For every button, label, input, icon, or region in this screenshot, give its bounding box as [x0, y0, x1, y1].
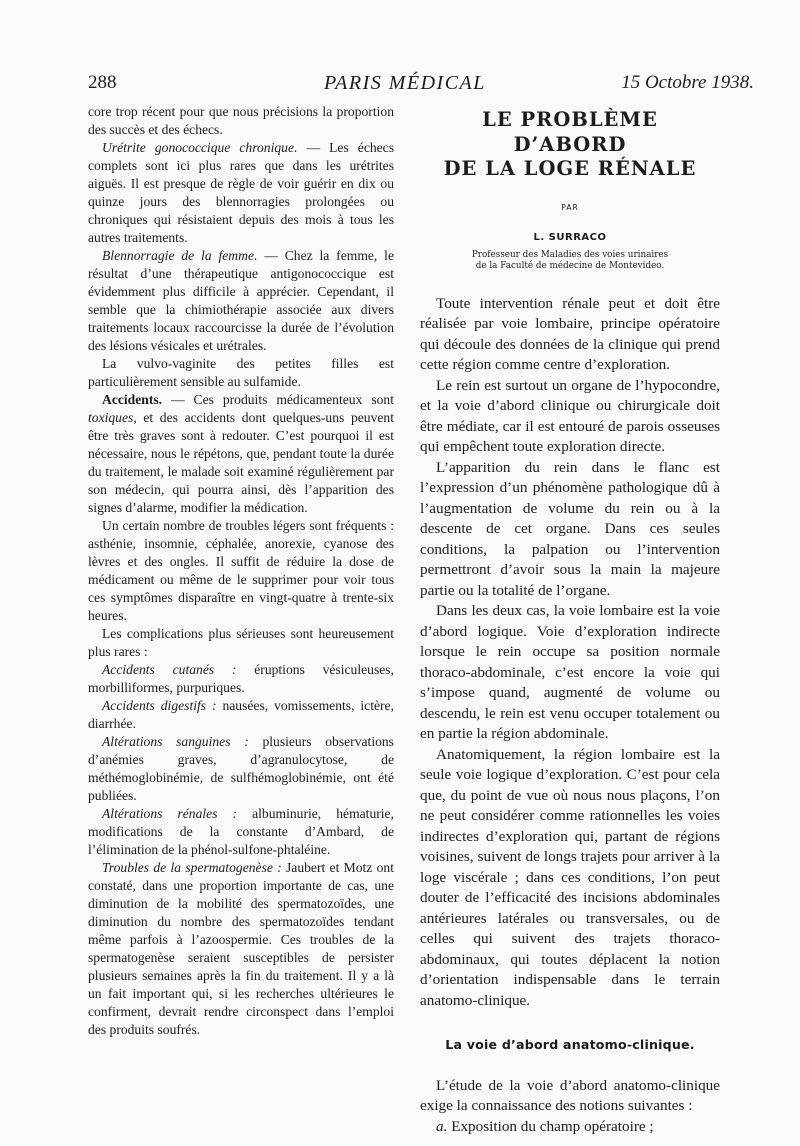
issue-date: 15 Octobre 1938. [621, 72, 754, 93]
subsection-title: Altérations rénales : [102, 806, 238, 821]
subsection-title: Troubles de la spermatogenèse : [102, 860, 282, 875]
page-header [88, 72, 754, 96]
subsection-title: Accidents digestifs : [102, 698, 217, 713]
journal-title: PARIS MÉDICAL [324, 72, 486, 94]
paragraph: Un certain nombre de troubles légers sont fréquents : asthénie, insomnie, céphalée, anorexie, cyanose des lèvres et des ongles. Il suffit de réduire la dose de médicament ou même de le supprimer pour voir tous ces symptômes disparaître en vingt-quatre à trente-six heures. [88, 518, 394, 623]
paragraph: L’étude de la voie d’abord anatomo-clinique exige la connaissance des notions suivantes : [420, 1076, 720, 1114]
paragraph: Altérations sanguines : plusieurs observations d’anémies graves, d’agranulocytose, de méthémoglobinémie, de sulfhémoglobinémie, ont été publiées. [88, 734, 394, 803]
paragraph: Accidents digestifs : nausées, vomissements, ictère, diarrhée. [88, 698, 394, 731]
paragraph: a. Exposition du champ opératoire ; [436, 1117, 654, 1135]
subsection-title: Urétrite gonococcique chronique. [102, 140, 298, 155]
paragraph: L’apparition du rein dans le flanc est l’expression d’un phénomène pathologique dû à l’augmentation de volume du rein ou à la descente de cet organe. Dans ces seules conditions, la palpation ou l’intervention permettront d’avoir sous la main la majeure partie ou la totalité de l’organe. [420, 458, 720, 599]
paragraph: La vulvo-vaginite des petites filles est particulièrement sensible au sulfamide. [88, 356, 394, 389]
author-affiliation: Professeur des Maladies des voies urinaires de la Faculté de médecine de Montevideo. [471, 249, 669, 271]
left-column [88, 103, 394, 1039]
paragraph: Accidents cutanés : éruptions vésiculeuses, morbilliformes, purpuriques. [88, 662, 394, 695]
author-name: L. SURRACO [533, 232, 607, 243]
subsection-title: Altérations sanguines : [102, 734, 249, 749]
subsection-title: Accidents cutanés : [102, 662, 237, 677]
paragraph: Accidents. — Ces produits médicamenteux sont toxiques, et des accidents dont quelques-uns peuvent être très graves sont à redouter. C’est pourquoi il est nécessaire, nous le répétons, que, pendant toute la durée du traitement, le malade soit examiné régulièrement par son médecin, qui pourra ainsi, dès l’apparition des signes d’alarme, modifier la médication. [88, 392, 394, 515]
page-number: 288 [88, 72, 117, 93]
article-title: LE PROBLÈME D’ABORD DE LA LOGE RÉNALE [443, 108, 697, 180]
paragraph: Altérations rénales : albuminurie, hématurie, modifications de la constante d’Ambard, de l’élimination de la phénol-sulfone-phtaléine. [88, 806, 394, 857]
paragraph: Blennorragie de la femme. — Chez la femme, le résultat d’une thérapeutique antigonococcique est évidemment plus difficile à apprécier. Cependant, il semble que la chimiothérapie associée aux divers traitements locaux raccourcisse la durée de l’évolution des lésions vésicales et urétrales. [88, 248, 394, 353]
byline-par: PAR [561, 202, 579, 212]
section-heading: La voie d’abord anatomo-clinique. [445, 1037, 695, 1052]
subsection-title: Blennorragie de la femme. [102, 248, 258, 263]
paragraph: Troubles de la spermatogenèse : Jaubert et Motz ont constaté, dans une proportion importante de cas, une diminution de la mobilité des spermatozoïdes, une diminution du nombre des spermatozoïdes tendant même parfois à l’azoospermie. Ces troubles de la spermatogenèse seraient susceptibles de persister plusieurs semaines après la fin du traitement. Il y a là un fait important qui, si les recherches ultérieures le confirment, devrait rendre circonspect dans l’emploi des produits soufrés. [88, 860, 394, 1037]
paragraph: Urétrite gonococcique chronique. — Les échecs complets sont ici plus rares que dans les urétrites aiguës. Il est presque de règle de voir guérir en dix ou quinze jours des blennorragies prolongées ou chroniques qui résistaient depuis des mois à tous les autres traitements. [88, 140, 395, 245]
paragraph: Dans les deux cas, la voie lombaire est la voie d’abord logique. Voie d’exploration indirecte lorsque le rein occupe sa position normale thoraco-abdominale, c’est encore la voie qui s’impose quand, augmenté de volume ou descendu, le rein est venu occuper totalement ou en partie la région abdominale. [420, 602, 720, 742]
paragraph: Le rein est surtout un organe de l’hypocondre, et la voie d’abord clinique ou chirurgicale doit être médiate, car il est entouré de parois osseuses qui empêchent toute exploration directe. [420, 376, 720, 455]
right-column [420, 100, 720, 1137]
paragraph: Anatomiquement, la région lombaire est la seule voie logique d’exploration. C’est pour cela que, du point de vue où nous nous plaçons, l’on ne peut considérer comme rationnelles les voies indirectes d’exploration qui, partant de régions voisines, suivent de longs trajets pour arriver à la loge viscérale ; dans ces conditions, l’on peut douter de l’efficacité des incisions abdominales antérieures latérales ou transversales, ou de celles qui suivent des trajets thoraco-abdominaux, qui toutes déplacent la notion d’orientation indispensable dans le terrain anatomo-clinique. [420, 745, 720, 1009]
paragraph: Toute intervention rénale peut et doit être réalisée par voie lombaire, principe opératoire qui découle des données de la clinique qui prend cette région comme centre d’exploration. [420, 294, 720, 373]
paragraph: Les complications plus sérieuses sont heureusement plus rares : [88, 626, 394, 659]
paragraph: core trop récent pour que nous précisions la proportion des succès et des échecs. [88, 104, 394, 137]
subsection-title: Accidents. [102, 392, 163, 407]
